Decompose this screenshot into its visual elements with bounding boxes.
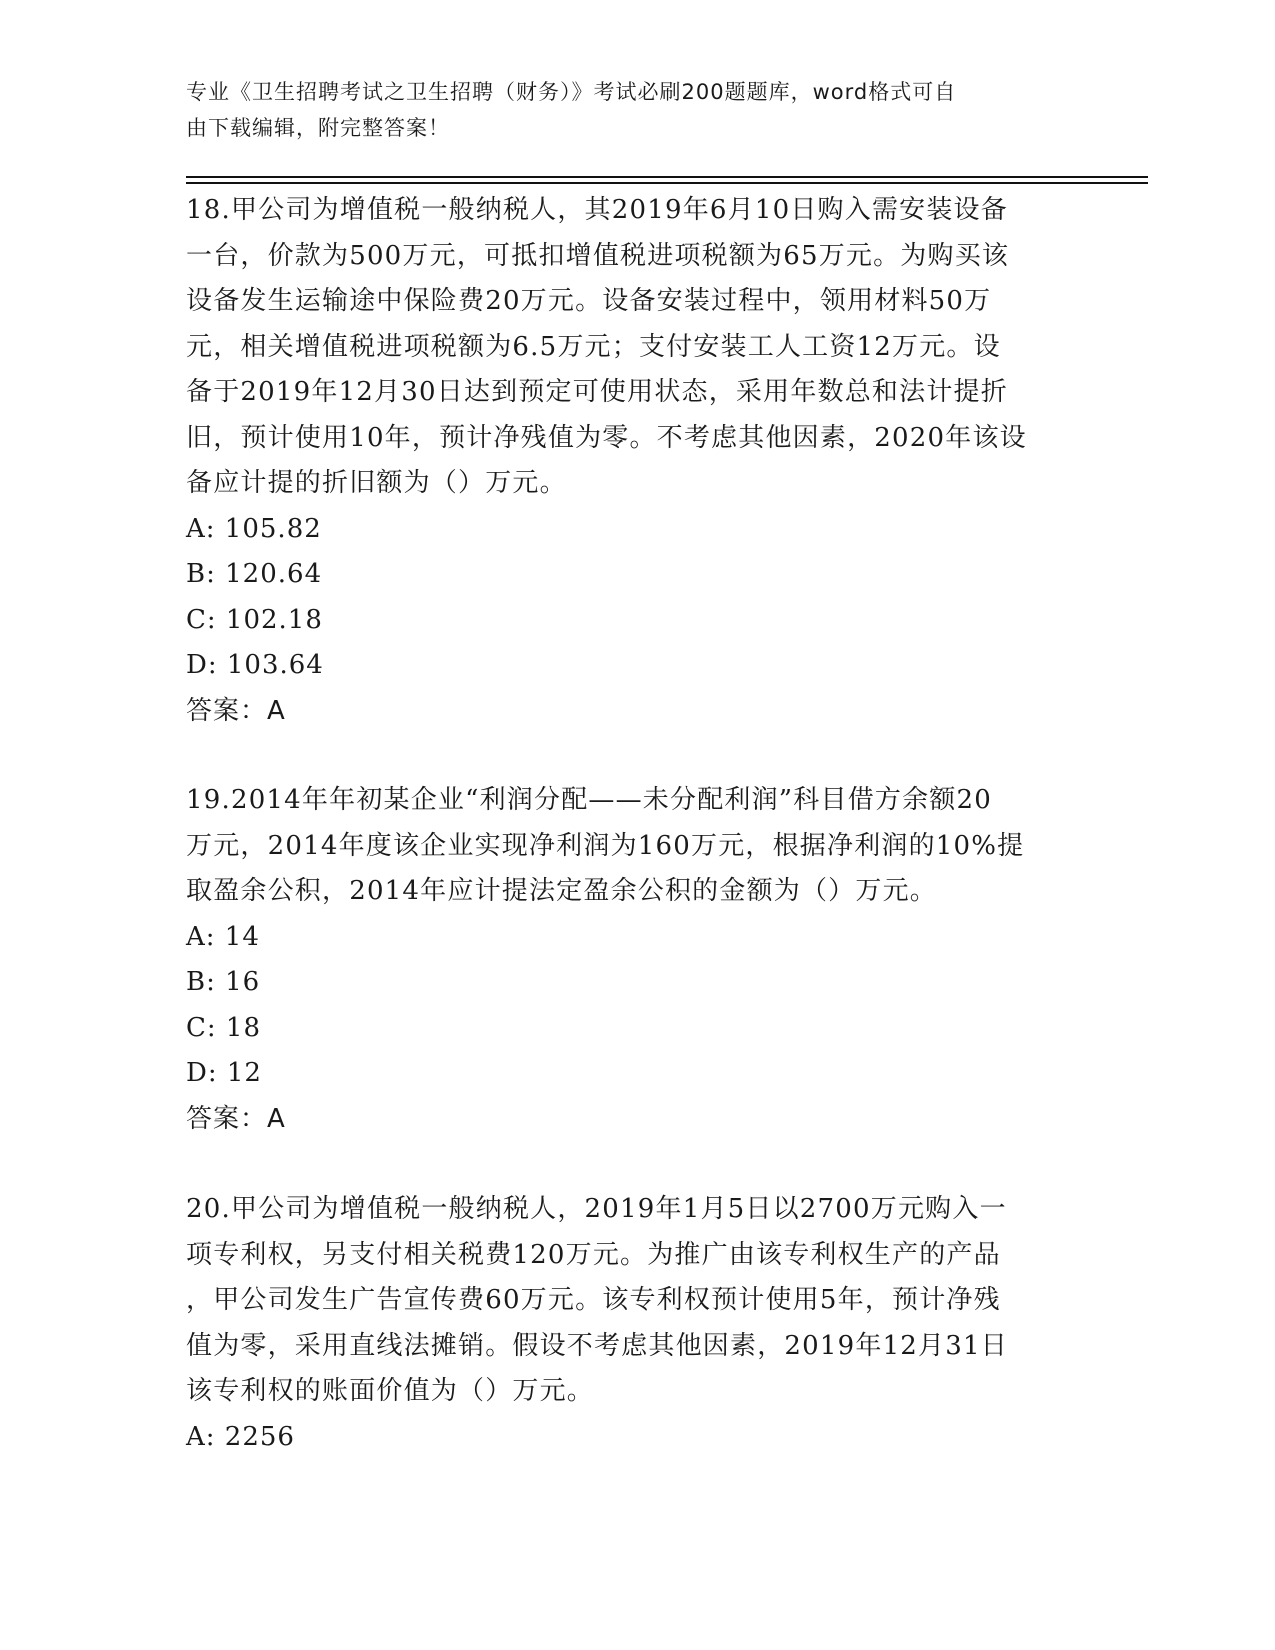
document-header: [186, 74, 1066, 146]
question-19: [186, 778, 1076, 1142]
question-stem-line: 取盈余公积，2014年应计提法定盈余公积的金额为（）万元。: [186, 876, 937, 906]
question-stem-line: 项专利权，另支付相关税费120万元。为推广由该专利权生产的产品: [186, 1239, 1001, 1270]
header-line-1: 专业《卫生招聘考试之卫生招聘（财务）》考试必刷200题题库，word格式可自: [186, 80, 957, 104]
header-divider-top: [186, 176, 1148, 178]
header-line-2: 由下载编辑，附完整答案！: [186, 116, 450, 140]
question-stem-line: 19.2014年年初某企业“利润分配——未分配利润”科目借方余额20: [186, 785, 992, 815]
option-a: A: 105.82: [186, 513, 322, 544]
answer: 答案：A: [186, 695, 286, 726]
question-stem-line: ，甲公司发生广告宣传费60万元。该专利权预计使用5年，预计净残: [186, 1285, 1001, 1315]
question-stem-line: 旧，预计使用10年，预计净残值为零。不考虑其他因素，2020年该设: [186, 422, 1027, 453]
option-a: A: 14: [186, 921, 260, 952]
question-20: [186, 1187, 1076, 1460]
option-b: B: 120.64: [186, 559, 323, 589]
question-stem-line: 18.甲公司为增值税一般纳税人，其2019年6月10日购入需安装设备: [186, 195, 1008, 225]
question-stem-line: 值为零，采用直线法摊销。假设不考虑其他因素，2019年12月31日: [186, 1330, 1008, 1361]
question-stem-line: 万元，2014年度该企业实现净利润为160万元，根据净利润的10%提: [186, 830, 1025, 861]
question-18: [186, 188, 1076, 734]
header-divider-bottom: [186, 182, 1148, 184]
question-stem-line: 备于2019年12月30日达到预定可使用状态，采用年数总和法计提折: [186, 377, 1008, 407]
option-d: D: 12: [186, 1058, 262, 1088]
option-c: C: 102.18: [186, 604, 323, 635]
option-c: C: 18: [186, 1012, 262, 1043]
question-stem-line: 元，相关增值税进项税额为6.5万元；支付安装工人工资12万元。设: [186, 331, 1001, 362]
question-stem-line: 备应计提的折旧额为（）万元。: [186, 468, 567, 498]
question-stem-line: 设备发生运输途中保险费20万元。设备安装过程中，领用材料50万: [186, 286, 992, 316]
option-a: A: 2256: [186, 1421, 295, 1452]
option-b: B: 16: [186, 967, 261, 997]
question-stem-line: 该专利权的账面价值为（）万元。: [186, 1376, 595, 1406]
answer: 答案：A: [186, 1103, 286, 1134]
option-d: D: 103.64: [186, 650, 324, 680]
question-stem-line: 一台，价款为500万元，可抵扣增值税进项税额为65万元。为购买该: [186, 240, 1010, 271]
question-stem-line: 20.甲公司为增值税一般纳税人，2019年1月5日以2700万元购入一: [186, 1194, 1007, 1224]
